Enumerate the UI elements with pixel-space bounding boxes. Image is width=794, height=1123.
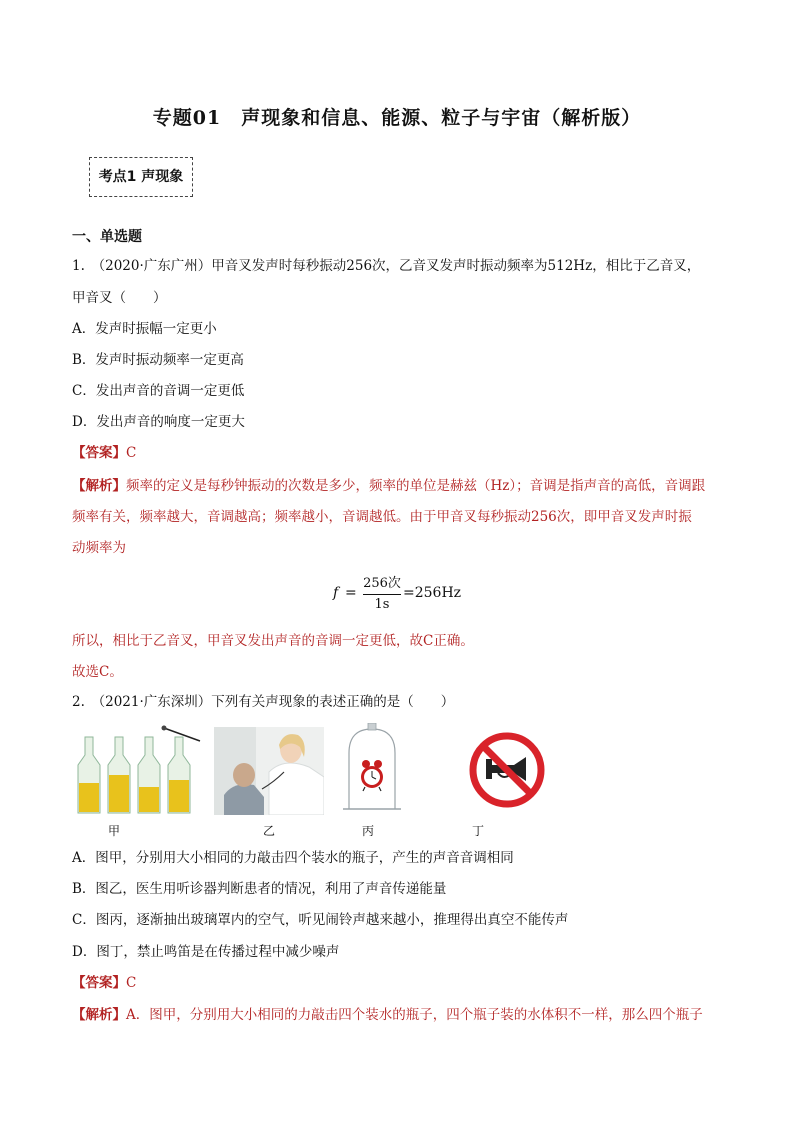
q2-stem: 2. （2021·广东深圳）下列有关声现象的表述正确的是（ ） bbox=[72, 694, 455, 710]
figure-label-yi: 乙 bbox=[263, 824, 276, 838]
q2-analysis-line1 bbox=[72, 1005, 732, 1025]
answer-value: C bbox=[126, 445, 137, 461]
q2-answer bbox=[72, 973, 732, 993]
figure-doctor bbox=[214, 727, 324, 815]
figure-no-horn-sign bbox=[468, 727, 546, 813]
q1-option-c: C．发出声音的音调一定更低 bbox=[72, 383, 245, 399]
figure-bottles bbox=[72, 725, 202, 815]
q1-choose: 故选C。 bbox=[72, 664, 123, 680]
q1-analysis-line2: 频率有关，频率越大，音调越高；频率越小，音调越低。由于甲音叉每秒振动256次，即甲音叉发声时振 bbox=[72, 509, 692, 525]
answer-tag: 【答案】 bbox=[72, 445, 126, 461]
analysis-text: 频率的定义是每秒钟振动的次数是多少，频率的单位是赫兹（Hz）；音调是指声音的高低，音调跟 bbox=[126, 478, 706, 494]
q1-stem-line2: 甲音叉（ ） bbox=[72, 290, 167, 306]
q2-option-b: B．图乙，医生用听诊器判断患者的情况，利用了声音传递能量 bbox=[72, 881, 447, 897]
analysis-text: A．图甲，分别用大小相同的力敲击四个装水的瓶子，四个瓶子装的水体积不一样，那么四个瓶子 bbox=[126, 1007, 703, 1023]
q2-option-c: C．图丙，逐渐抽出玻璃罩内的空气，听见闹铃声越来越小，推理得出真空不能传声 bbox=[72, 912, 569, 928]
bottle-3 bbox=[138, 737, 160, 813]
patient-head bbox=[233, 763, 255, 787]
frequency-formula bbox=[333, 572, 473, 616]
q2-option-a: A．图甲，分别用大小相同的力敲击四个装水的瓶子，产生的声音音调相同 bbox=[72, 850, 514, 866]
q1-analysis-line1 bbox=[72, 476, 732, 496]
bottle-4 bbox=[168, 737, 190, 813]
formula-numerator: 256次 bbox=[363, 576, 401, 591]
formula-result: =256Hz bbox=[403, 585, 462, 601]
striker-tip bbox=[162, 726, 167, 731]
bottle-1 bbox=[78, 737, 100, 813]
analysis-tag: 【解析】 bbox=[72, 1007, 126, 1023]
figure-label-ding: 丁 bbox=[472, 824, 485, 838]
formula-equals: = bbox=[345, 585, 357, 601]
page-title: 专题01 声现象和信息、能源、粒子与宇宙（解析版） bbox=[152, 107, 642, 129]
q1-option-b: B．发声时振动频率一定更高 bbox=[72, 352, 244, 368]
q1-option-a: A．发声时振幅一定更小 bbox=[72, 321, 217, 337]
formula-variable: f bbox=[333, 585, 339, 601]
q1-stem-line1: 1. （2020·广东广州）甲音叉发声时每秒振动256次，乙音叉发声时振动频率为512Hz，相比于乙音叉， bbox=[72, 258, 701, 274]
figure-bell-jar bbox=[337, 723, 407, 815]
fraction-bar bbox=[363, 594, 401, 595]
answer-value: C bbox=[126, 975, 137, 991]
section-heading: 一、单选题 bbox=[72, 229, 142, 245]
q1-analysis-line3: 动频率为 bbox=[72, 540, 126, 556]
topic-box: 考点1 声现象 bbox=[89, 157, 193, 197]
alarm-clock-icon bbox=[361, 760, 383, 791]
bottle-2 bbox=[108, 737, 130, 813]
answer-tag: 【答案】 bbox=[72, 975, 126, 991]
figure-label-jia: 甲 bbox=[108, 824, 121, 838]
q1-answer bbox=[72, 443, 732, 463]
analysis-tag: 【解析】 bbox=[72, 478, 126, 494]
q1-conclusion: 所以，相比于乙音叉，甲音叉发出声音的音调一定更低，故C正确。 bbox=[72, 633, 474, 649]
formula-denominator: 1s bbox=[374, 597, 390, 612]
q1-option-d: D．发出声音的响度一定更大 bbox=[72, 414, 245, 430]
q2-option-d: D．图丁，禁止鸣笛是在传播过程中减少噪声 bbox=[72, 944, 340, 960]
jar-knob bbox=[368, 723, 376, 730]
figure-label-bing: 丙 bbox=[362, 824, 375, 838]
